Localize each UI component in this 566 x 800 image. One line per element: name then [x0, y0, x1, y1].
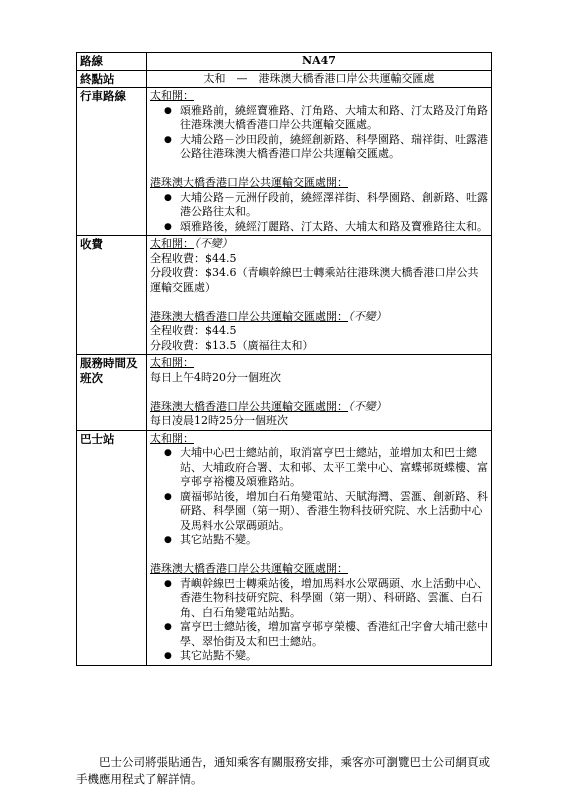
list-item: ● 大埔中心巴士總站前，取消富亨巴士總站，並增加太和巴士總站、大埔政府合署、太和邨、太平工業中心、富蝶邨斑蝶樓、富亨邨亨裕樓及頌雅路站。 — [164, 446, 488, 488]
terminus-label: 終點站 — [77, 70, 147, 88]
bullet-icon: ● — [164, 221, 172, 232]
stops-label: 巴士站 — [77, 430, 147, 665]
list-item: ● 頌雅路前，繞經寶雅路、汀角路、大埔太和路、汀太路及汀角路往港珠澳大橋香港口岸公共運輸交匯處。 — [164, 103, 488, 131]
routing-label: 行車路線 — [77, 88, 147, 236]
bullet-icon: ● — [164, 578, 172, 589]
stops-cell — [147, 430, 492, 665]
routing-section-title: 太和開： — [150, 89, 194, 102]
list-item: ● 其它站點不變。 — [164, 649, 257, 662]
list-item: ● 富亨巴士總站後，增加富亨邨亨榮樓、香港紅卍字會大埔卍慈中學、翠怡街及太和巴士總站。 — [164, 620, 488, 648]
unchanged-note: （不變） — [348, 399, 387, 413]
list-item: ● 青嶼幹線巴士轉乘站後，增加馬料水公眾碼頭、水上活動中心、香港生物科技研究院、科學園（第一期）、科研路、雲滙、白石角、白石角變電站站點。 — [164, 576, 488, 619]
unchanged-note: （不變） — [348, 309, 387, 323]
list-item: ● 大埔公路－沙田段前，繞經創新路、科學園路、瑞祥街、吐露港公路往港珠澳大橋香港口岸公共運輸交匯處。 — [164, 132, 488, 160]
hours-text: 每日上午4時20分一個班次 — [150, 370, 281, 384]
section-fare: 分段收費：$13.5（廣福往太和） — [150, 338, 314, 352]
list-item: ● 其它站點不變。 — [164, 533, 257, 546]
fare-cell — [147, 236, 492, 355]
bullet-icon: ● — [164, 535, 172, 545]
stops-section-title: 港珠澳大橋香港口岸公共運輸交匯處開： — [150, 562, 348, 575]
terminus-value: 太和 — 港珠澳大橋香港口岸公共運輸交匯處 — [147, 70, 492, 88]
bullet-icon: ● — [164, 622, 172, 632]
routing-section-title: 港珠澳大橋香港口岸公共運輸交匯處開： — [150, 176, 348, 189]
stops-list — [150, 446, 488, 548]
bullet-icon: ● — [164, 105, 172, 116]
routing-list — [150, 104, 488, 162]
bullet-icon: ● — [164, 192, 172, 203]
bullet-icon: ● — [164, 651, 172, 661]
hours-label: 服務時間及班次 — [77, 355, 147, 431]
bullet-icon: ● — [164, 448, 172, 458]
list-item: ● 頌雅路後，繞經汀麗路、汀太路、大埔太和路及寶雅路往太和。 — [164, 219, 488, 233]
bullet-icon: ● — [164, 134, 172, 145]
stops-row — [77, 430, 492, 665]
routing-cell — [147, 88, 492, 236]
fare-section-title: 港珠澳大橋香港口岸公共運輸交匯處開： — [150, 309, 348, 323]
full-fare: 全程收費：$44.5 — [150, 324, 237, 337]
fare-row — [77, 236, 492, 355]
full-fare: 全程收費：$44.5 — [150, 251, 237, 265]
route-change-table — [76, 52, 492, 666]
fare-section-title: 太和開： — [150, 237, 194, 250]
route-row — [77, 53, 492, 71]
unchanged-note: （不變） — [194, 237, 233, 250]
section-fare: 分段收費：$34.6（青嶼幹線巴士轉乘站往港珠澳大橋香港口岸公共運輸交匯處） — [150, 266, 479, 294]
bullet-icon: ● — [164, 491, 172, 502]
stops-list — [150, 577, 488, 664]
route-label: 路線 — [77, 53, 147, 71]
list-item: ● 廣福邨站後，增加白石角變電站、天賦海灣、雲滙、創新路、科研路、科學園（第一期）、香港生物科技研究院、水上活動中心及馬料水公眾碼頭站。 — [164, 489, 488, 532]
hours-section-title: 太和開： — [150, 356, 194, 369]
terminus-row — [77, 70, 492, 88]
fare-label: 收費 — [77, 236, 147, 355]
hours-section-title: 港珠澳大橋香港口岸公共運輸交匯處開： — [150, 399, 348, 413]
route-value: NA47 — [147, 53, 492, 71]
hours-cell — [147, 355, 492, 431]
routing-row — [77, 88, 492, 236]
notice-paragraph: 巴士公司將張貼通告，通知乘客有關服務安排，乘客亦可瀏覽巴士公司網頁或手機應用程式了解詳情。 — [76, 755, 490, 786]
hours-row — [77, 355, 492, 431]
hours-text: 每日凌晨12時25分一個班次 — [150, 414, 288, 427]
stops-section-title: 太和開： — [150, 431, 194, 445]
routing-list — [150, 191, 488, 235]
list-item: ● 大埔公路－元洲仔段前，繞經澤祥街、科學園路、創新路、吐露港公路往太和。 — [164, 190, 488, 218]
